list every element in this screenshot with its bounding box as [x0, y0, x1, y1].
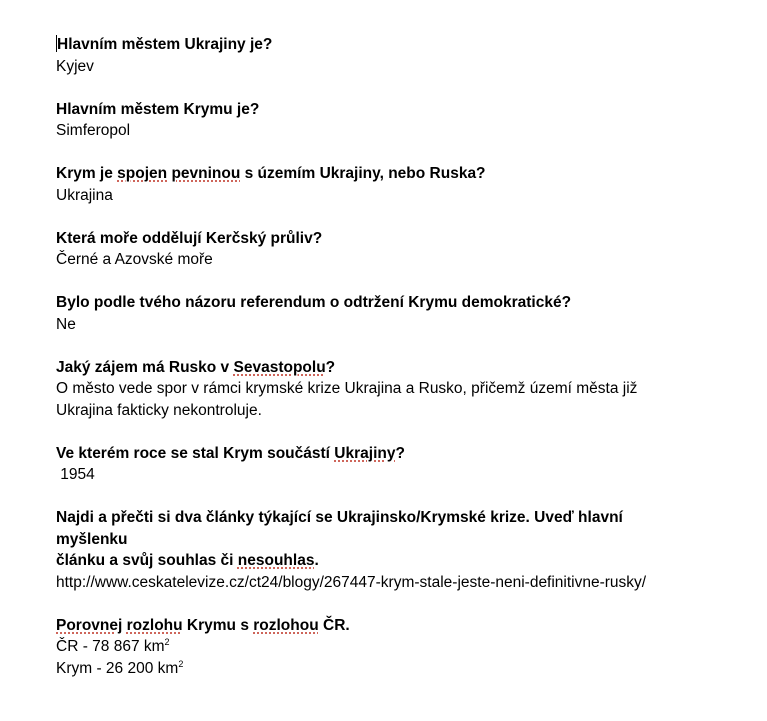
question-8-line-2: myšlenku [56, 530, 128, 548]
question-8-line-1: Najdi a přečti si dva články týkající se Ukrajinsko/Krymské krize. Uveď hlavní [56, 509, 623, 526]
answer-9-line-1: ČR - 78 867 $km^2$ [56, 637, 170, 655]
spellcheck-word: Sevastopolu [233, 358, 326, 376]
answer-6-line-1: O město vede spor v rámci krymské krize Ukrajina a Rusko, přičemž území města již [56, 380, 638, 397]
question-5: Bylo podle tvého názoru referendum o odtržení Krymu demokratické? [56, 294, 572, 311]
answer-4: Černé a Azovské moře [56, 251, 213, 268]
question-8-line-3: článku a svůj souhlas či nesouhlas. [56, 552, 319, 569]
answer-1: Kyjev [56, 57, 94, 75]
spellcheck-word: Ukrajiny [334, 444, 396, 462]
question-6: Jaký zájem má Rusko v Sevastopolu? [56, 358, 336, 376]
qa-block-7 [56, 443, 716, 486]
answer-6-line-2: Ukrajina fakticky nekontroluje. [56, 401, 262, 419]
qa-block-4 [56, 228, 716, 271]
spellcheck-word: pevninou [171, 165, 241, 182]
question-7: Ve kterém roce se stal Krym součástí Ukrajiny? [56, 444, 405, 462]
article-link[interactable]: http://www.ceskatelevize.cz/ct24/blogy/267447-krym-stale-jeste-neni-definitivne-rusky/ [56, 573, 647, 591]
answer-5: Ne [56, 315, 76, 333]
answer-9-line-2: Krym - 26 200 $km^2$ [56, 658, 184, 677]
qa-block-6 [56, 357, 716, 422]
question-3: Krym je spojen pevninou s územím Ukrajiny, nebo Ruska? [56, 165, 486, 182]
document-body[interactable] [56, 34, 716, 701]
answer-7: 1954 [56, 466, 95, 483]
spellcheck-word: nesouhlas [237, 552, 315, 569]
qa-block-5 [56, 292, 716, 335]
spellcheck-word: spojen [117, 165, 168, 182]
answer-2: Simferopol [56, 122, 131, 139]
answer-3: Ukrajina [56, 186, 113, 204]
question-1: Hlavním městem Ukrajiny je? [57, 36, 273, 53]
spellcheck-word: rozlohu [126, 616, 183, 634]
qa-block-8 [56, 507, 716, 593]
qa-block-3 [56, 163, 716, 206]
qa-block-9 [56, 615, 716, 680]
qa-block-2 [56, 99, 716, 142]
question-2: Hlavním městem Krymu je? [56, 100, 260, 118]
spellcheck-word: Porovnej [56, 616, 123, 634]
question-9: Porovnej rozlohu Krymu s rozlohou ČR. [56, 616, 350, 634]
spellcheck-word: rozlohou [253, 616, 319, 634]
qa-block-1 [56, 34, 716, 77]
question-4: Která moře oddělují Kerčský průliv? [56, 229, 323, 247]
